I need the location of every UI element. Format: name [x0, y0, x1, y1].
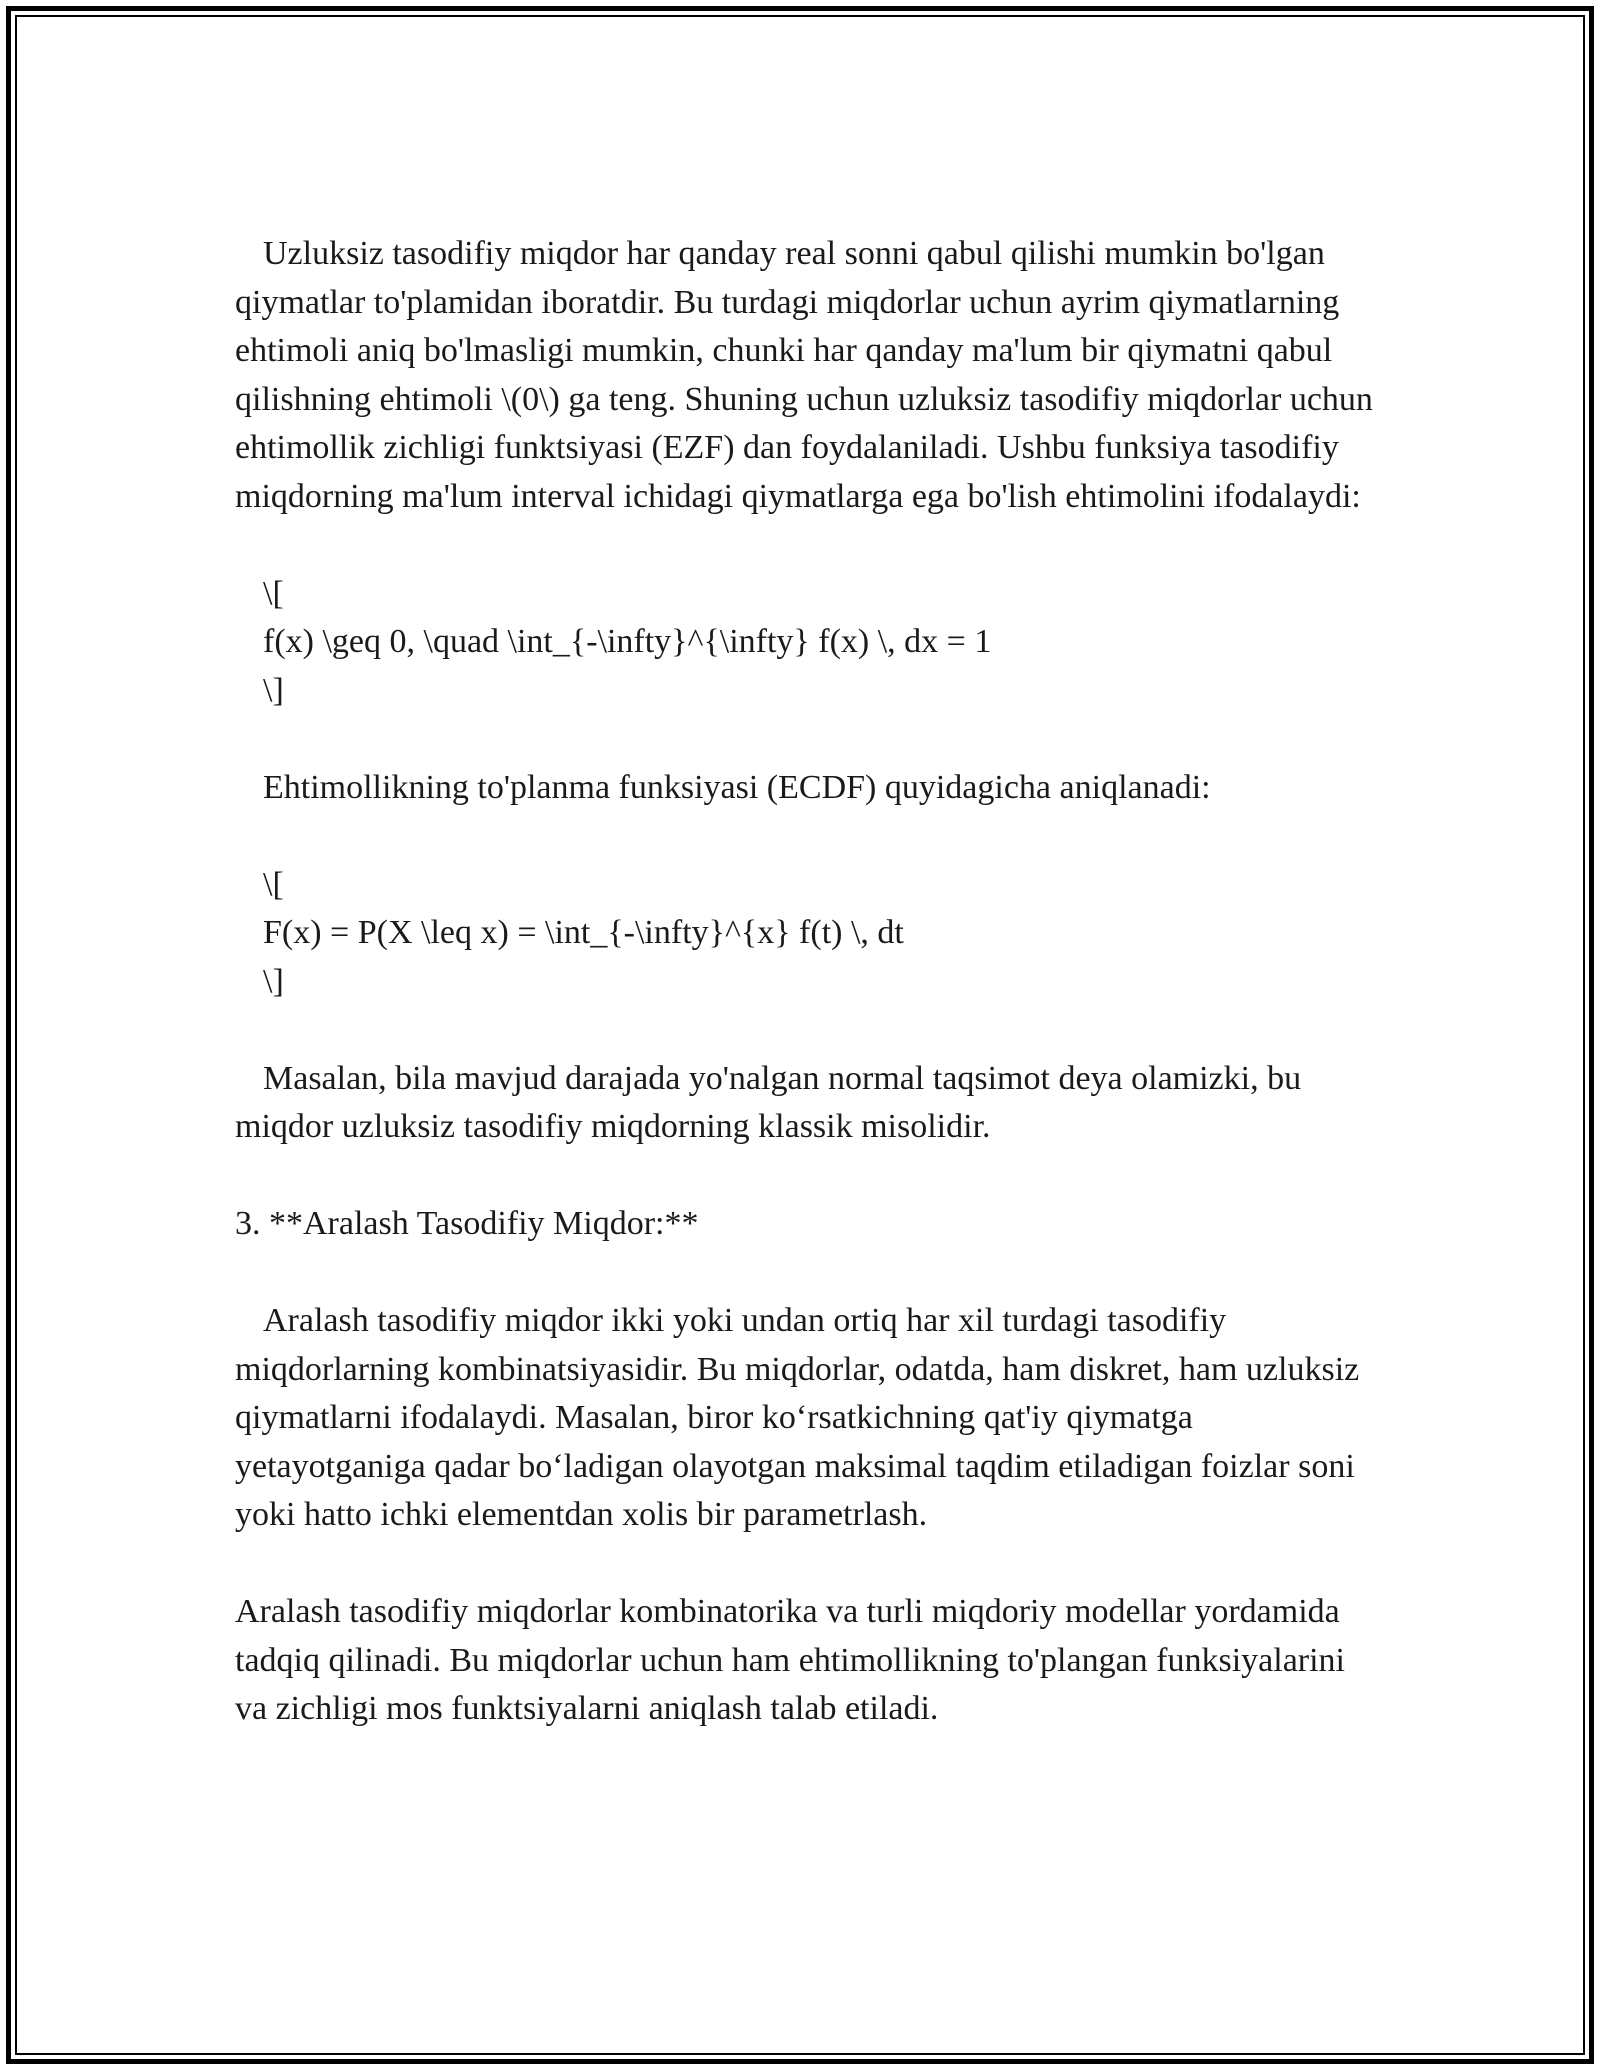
- paragraph-mixed-study: Aralash tasodifiy miqdorlar kombinatorika va turli miqdoriy modellar yordamida tadqiq qilinadi. Bu miqdorlar uchun ham ehtimollikning to'plangan funksiyalarini va zichligi mos funktsiyalarni aniqlash talab etiladi.: [235, 1593, 1345, 1727]
- section-heading-mixed: 3. **Aralash Tasodifiy Miqdor:**: [235, 1205, 699, 1242]
- formula-cdf: [235, 861, 1375, 1007]
- paragraph-cdf-intro: Ehtimollikning to'planma funksiyasi (ECDF) quyidagicha aniqlanadi:: [263, 768, 1211, 806]
- formula-cdf-body: F(x) = P(X \leq x) = \int_{-\infty}^{x} f(t) \, dt: [263, 914, 904, 951]
- spacer: [235, 1249, 1375, 1298]
- document-body: [235, 230, 1375, 1734]
- paragraph-example: Masalan, bila mavjud darajada yo'nalgan normal taqsimot deya olamizki, bu miqdor uzluksiz tasodifiy miqdorning klassik misolidir.: [235, 1059, 1302, 1145]
- formula-density-body: f(x) \geq 0, \quad \int_{-\infty}^{\infty} f(x) \, dx = 1: [263, 623, 992, 660]
- spacer: [235, 715, 1375, 764]
- paragraph-continuous-variable: Uzluksiz tasodifiy miqdor har qanday real sonni qabul qilishi mumkin bo'lgan qiymatlar to'plamidan iboratdir. Bu turdagi miqdorlar uchun ayrim qiymatlarning ehtimoli aniq bo'lmasligi mumkin, chunki har qanday ma'lum bir qiymatni qabul qilishning ehtimoli \(0\) ga teng. Shuning uchun uzluksiz tasodifiy miqdorlar uchun ehtimollik zichligi funktsiyasi (EZF) dan foydalaniladi. Ushbu funksiya tasodifiy miqdorning ma'lum interval ichidagi qiymatlarga ega bo'lish ehtimolini ifodalaydi:: [235, 235, 1373, 515]
- spacer: [235, 521, 1375, 570]
- spacer: [235, 812, 1375, 861]
- formula-density-open: \[: [263, 574, 284, 612]
- spacer: [235, 1152, 1375, 1201]
- formula-cdf-close: \]: [263, 962, 284, 1000]
- paragraph-mixed-variable: Aralash tasodifiy miqdor ikki yoki undan ortiq har xil turdagi tasodifiy miqdorlarning kombinatsiyasidir. Bu miqdorlar, odatda, ham diskret, ham uzluksiz qiymatlarni ifodalaydi. Masalan, biror ko‘rsatkichning qat'iy qiymatga yetayotganiga qadar bo‘ladigan olayotgan maksimal taqdim etiladigan foizlar soni yoki hatto ichki elementdan xolis bir parametrlash.: [235, 1302, 1360, 1533]
- formula-density: [235, 570, 1375, 716]
- spacer: [235, 1006, 1375, 1055]
- formula-density-close: \]: [263, 671, 284, 709]
- spacer: [235, 1540, 1375, 1589]
- formula-cdf-open: \[: [263, 865, 284, 903]
